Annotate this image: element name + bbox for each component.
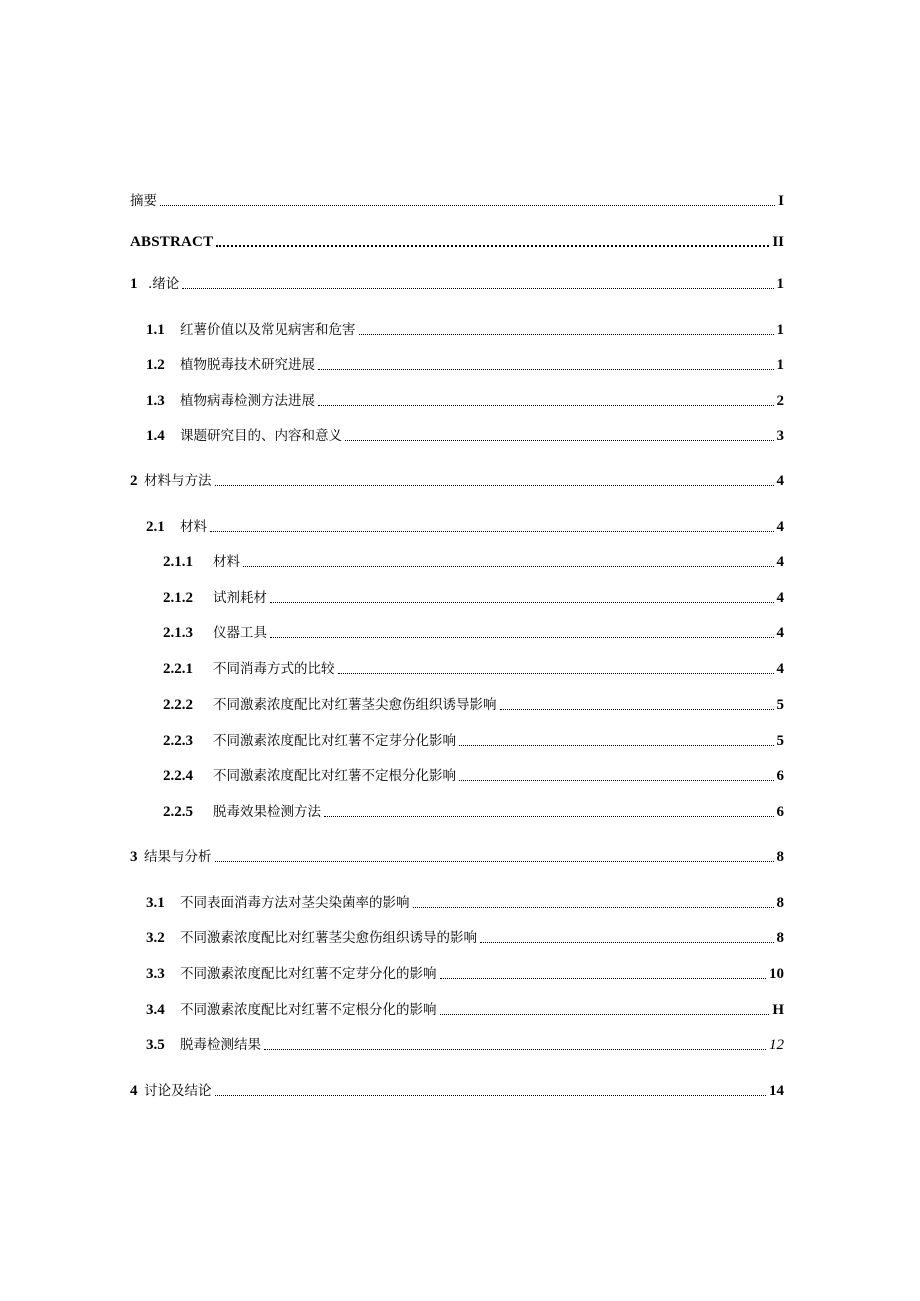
toc-number: 2.2.3 bbox=[163, 733, 193, 749]
toc-page: 6 bbox=[776, 768, 784, 784]
toc-title: 结果与分析 bbox=[144, 849, 212, 865]
toc-title: 不同激素浓度配比对红薯不定芽分化影响 bbox=[213, 733, 456, 749]
toc-page: 4 bbox=[776, 625, 784, 641]
toc-title: 不同激素浓度配比对红薯不定根分化的影响 bbox=[180, 1002, 437, 1018]
toc-page: 10 bbox=[769, 966, 784, 982]
toc-page: 4 bbox=[776, 590, 784, 606]
dot-leader bbox=[160, 205, 775, 206]
toc-entry-1-1[interactable] bbox=[146, 320, 784, 340]
toc-entry-2-2-4[interactable] bbox=[163, 766, 784, 786]
toc-page: 8 bbox=[776, 895, 784, 911]
toc-number: 3.1 bbox=[146, 895, 165, 911]
dot-leader bbox=[324, 816, 774, 817]
dot-leader bbox=[270, 602, 774, 603]
toc-number: 1.3 bbox=[146, 393, 165, 409]
toc-page: 14 bbox=[769, 1083, 784, 1099]
toc-title: 脱毒效果检测方法 bbox=[213, 804, 321, 820]
toc-number: 4 bbox=[130, 1083, 138, 1099]
toc-page: 1 bbox=[776, 276, 784, 292]
dot-leader bbox=[459, 745, 774, 746]
dot-leader bbox=[215, 861, 774, 862]
toc-entry-1-4[interactable] bbox=[146, 426, 784, 446]
toc-title: .绪论 bbox=[148, 276, 180, 292]
toc-number: 3.3 bbox=[146, 966, 165, 982]
toc-entry-1-3[interactable] bbox=[146, 391, 784, 411]
toc-number: 2.2.5 bbox=[163, 804, 193, 820]
toc-number: 2 bbox=[130, 473, 138, 489]
toc-entry-3-3[interactable] bbox=[146, 964, 784, 984]
dot-leader bbox=[500, 709, 774, 710]
dot-leader bbox=[345, 440, 774, 441]
toc-number: 3.2 bbox=[146, 930, 165, 946]
toc-number: 3 bbox=[130, 849, 138, 865]
toc-entry-chapter-4[interactable] bbox=[130, 1081, 784, 1101]
toc-number: 3.4 bbox=[146, 1002, 165, 1018]
dot-leader bbox=[480, 942, 774, 943]
dot-leader bbox=[440, 978, 767, 979]
toc-page: 1 bbox=[776, 357, 784, 373]
toc-entry-2-1-1[interactable] bbox=[163, 552, 784, 572]
toc-page: 12 bbox=[769, 1037, 784, 1053]
toc-entry-chapter-3[interactable] bbox=[130, 847, 784, 867]
toc-entry-3-4[interactable] bbox=[146, 1000, 784, 1020]
toc-title: 不同激素浓度配比对红薯不定根分化影响 bbox=[213, 768, 456, 784]
toc-page: 8 bbox=[776, 849, 784, 865]
dot-leader bbox=[318, 405, 774, 406]
dot-leader bbox=[459, 780, 774, 781]
toc-title: ABSTRACT bbox=[130, 234, 214, 250]
toc-entry-2-1[interactable] bbox=[146, 517, 784, 537]
toc-entry-2-2-5[interactable] bbox=[163, 802, 784, 822]
toc-entry-2-2-3[interactable] bbox=[163, 731, 784, 751]
toc-title: 不同表面消毒方法对茎尖染菌率的影响 bbox=[180, 895, 410, 911]
toc-page: 5 bbox=[776, 697, 784, 713]
toc-title: 不同激素浓度配比对红薯茎尖愈伤组织诱导的影响 bbox=[180, 930, 477, 946]
dot-leader bbox=[215, 485, 774, 486]
toc-page: 4 bbox=[776, 554, 784, 570]
toc-page: II bbox=[772, 234, 784, 250]
toc-page: 4 bbox=[776, 661, 784, 677]
toc-page: 4 bbox=[776, 519, 784, 535]
dot-leader bbox=[243, 566, 774, 567]
toc-title: 材料 bbox=[180, 519, 207, 535]
toc-title: 课题研究目的、内容和意义 bbox=[180, 428, 342, 444]
toc-title: 摘要 bbox=[130, 193, 157, 209]
toc-number: 1.2 bbox=[146, 357, 165, 373]
toc-title: 植物脱毒技术研究进展 bbox=[180, 357, 315, 373]
toc-entry-3-2[interactable] bbox=[146, 928, 784, 948]
toc-title: 试剂耗材 bbox=[213, 590, 267, 606]
toc-number: 2.2.1 bbox=[163, 661, 193, 677]
dot-leader bbox=[440, 1014, 770, 1015]
toc-entry-2-2-2[interactable] bbox=[163, 695, 784, 715]
toc-entry-3-5[interactable] bbox=[146, 1035, 784, 1055]
dot-leader bbox=[182, 288, 773, 289]
toc-title: 植物病毒检测方法进展 bbox=[180, 393, 315, 409]
toc-page: 5 bbox=[776, 733, 784, 749]
toc-page: 3 bbox=[776, 428, 784, 444]
toc-number: 2.1.2 bbox=[163, 590, 193, 606]
toc-number: 1.1 bbox=[146, 322, 165, 338]
toc-title: 材料 bbox=[213, 554, 240, 570]
toc-page: I bbox=[778, 193, 784, 209]
toc-entry-2-1-2[interactable] bbox=[163, 588, 784, 608]
toc-entry-1-2[interactable] bbox=[146, 355, 784, 375]
dot-leader bbox=[270, 637, 774, 638]
dot-leader bbox=[359, 334, 774, 335]
toc-page: 6 bbox=[776, 804, 784, 820]
toc-page: 8 bbox=[776, 930, 784, 946]
toc-entry-abstract-en[interactable] bbox=[130, 232, 784, 252]
toc-entry-chapter-1[interactable] bbox=[130, 274, 784, 294]
toc-number: 2.1.1 bbox=[163, 554, 193, 570]
toc-number: 2.2.4 bbox=[163, 768, 193, 784]
dot-leader bbox=[413, 907, 774, 908]
toc-title: 红薯价值以及常见病害和危害 bbox=[180, 322, 356, 338]
toc-entry-2-1-3[interactable] bbox=[163, 623, 784, 643]
toc-page: 1 bbox=[776, 322, 784, 338]
toc-number: 3.5 bbox=[146, 1037, 165, 1053]
toc-page: H bbox=[772, 1002, 784, 1018]
toc-title: 材料与方法 bbox=[144, 473, 212, 489]
toc-title: 讨论及结论 bbox=[144, 1083, 212, 1099]
toc-entry-abstract-cn[interactable] bbox=[130, 191, 784, 211]
toc-entry-chapter-2[interactable] bbox=[130, 471, 784, 491]
toc-entry-2-2-1[interactable] bbox=[163, 659, 784, 679]
toc-entry-3-1[interactable] bbox=[146, 893, 784, 913]
toc-number: 1.4 bbox=[146, 428, 165, 444]
toc-title: 脱毒检测结果 bbox=[180, 1037, 261, 1053]
dot-leader bbox=[210, 531, 774, 532]
dot-leader bbox=[318, 369, 774, 370]
dot-leader bbox=[216, 245, 769, 247]
dot-leader bbox=[338, 673, 774, 674]
dot-leader bbox=[215, 1095, 767, 1096]
toc-page: 2 bbox=[776, 393, 784, 409]
toc-number: 2.2.2 bbox=[163, 697, 193, 713]
toc-number: 1 bbox=[130, 276, 138, 292]
dot-leader bbox=[264, 1049, 766, 1050]
toc-title: 不同激素浓度配比对红薯茎尖愈伤组织诱导影响 bbox=[213, 697, 497, 713]
toc-title: 不同消毒方式的比较 bbox=[213, 661, 335, 677]
toc-title: 不同激素浓度配比对红薯不定芽分化的影响 bbox=[180, 966, 437, 982]
toc-page: 4 bbox=[776, 473, 784, 489]
toc-title: 仪器工具 bbox=[213, 625, 267, 641]
toc-number: 2.1 bbox=[146, 519, 165, 535]
toc-number: 2.1.3 bbox=[163, 625, 193, 641]
